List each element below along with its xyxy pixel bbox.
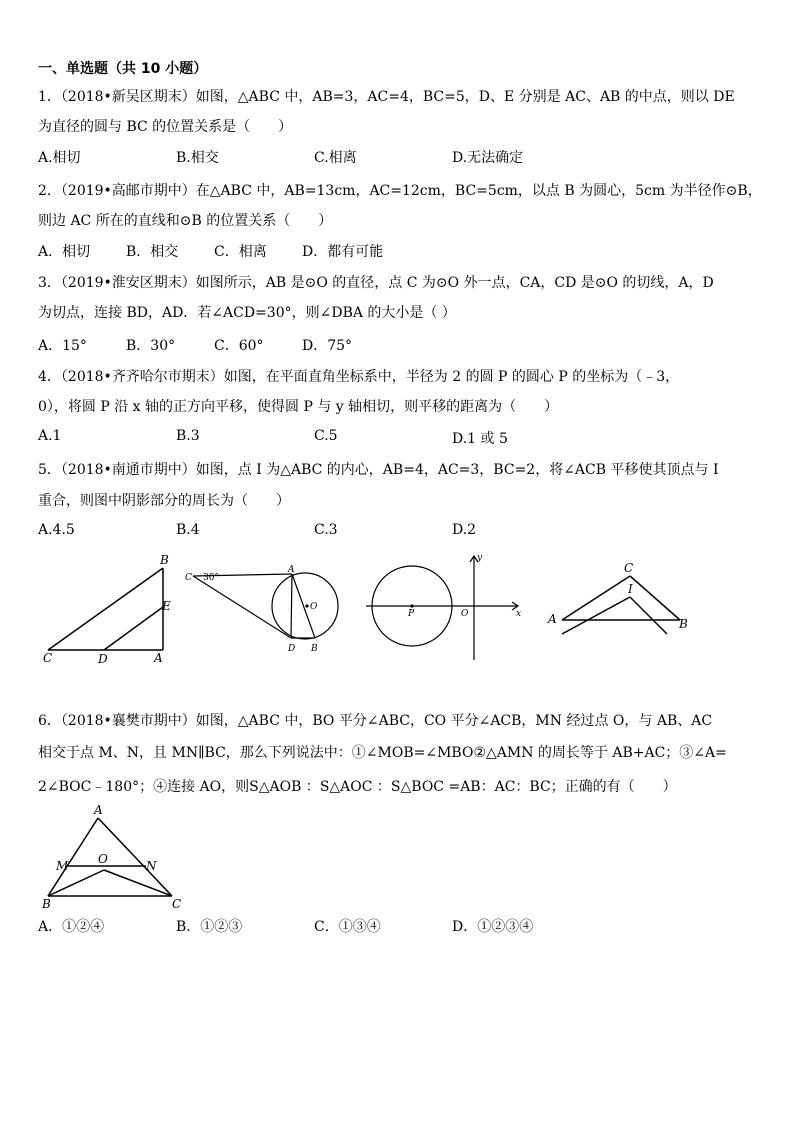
figures-row [0, 550, 794, 680]
fig3-label-p: P [408, 609, 415, 619]
fig1-label-d: D [98, 652, 108, 666]
figure-q1-triangle [48, 568, 163, 650]
fig4-label-a: A [548, 612, 557, 626]
fig2-center-point [305, 604, 308, 607]
figure-q5-triangle-incenter [562, 576, 680, 634]
q2-option-a: A．相切 [38, 244, 91, 260]
q2-option-b: B．相交 [126, 244, 179, 260]
fig3-label-o: O [461, 609, 469, 619]
q5-option-b: B.4 [176, 522, 200, 538]
q3-option-a: A．15° [38, 338, 87, 354]
fig2-label-c: C [185, 573, 192, 583]
q6-option-a: A．①②④ [38, 919, 105, 935]
q5-option-c: C.3 [314, 522, 338, 538]
question-2-line-1: 2．（2019•高邮市期中）在△ABC 中，AB=13cm，AC=12cm，BC=5cm，以点 B 为圆心，5cm 为半径作⊙B， [38, 183, 762, 199]
q4-option-d: D.1 或 5 [452, 431, 508, 447]
fig2-label-b: B [311, 644, 318, 654]
fig1-label-b: B [160, 553, 169, 567]
fig3-label-y: y [477, 553, 483, 563]
question-1-line-1: 1．（2018•新吴区期末）如图，△ABC 中，AB=3，AC=4，BC=5，D、E 分别是 AC、AB 的中点，则以 DE [38, 89, 735, 105]
fig2-label-a: A [288, 565, 295, 575]
question-4-line-1: 4．（2018•齐齐哈尔市期末）如图，在平面直角坐标系中，半径为 2 的圆 P 的圆心 P 的坐标为（﹣3， [38, 369, 680, 385]
q6-option-d: D．①②③④ [452, 919, 534, 935]
q1-option-c: C.相离 [314, 150, 357, 166]
question-3-line-1: 3．（2019•淮安区期末）如图所示，AB 是⊙O 的直径，点 C 为⊙O 外一点，CA，CD 是⊙O 的切线，A，D [38, 275, 714, 291]
question-6-line-1: 6．（2018•襄樊市期中）如图，△ABC 中，BO 平分∠ABC，CO 平分∠ACB，MN 经过点 O，与 AB、AC [38, 713, 713, 729]
question-6-line-2: 相交于点 M、N，且 MN∥BC，那么下列说法中：①∠MOB=∠MBO②△AMN 的周长等于 AB+AC；③∠A= [38, 745, 727, 761]
figure-q6-triangle-bisectors [40, 800, 190, 910]
q5-option-d: D.2 [452, 522, 477, 538]
question-1-line-2: 为直径的圆与 BC 的位置关系是（ ） [38, 119, 293, 135]
question-3-line-2: 为切点，连接 BD，AD．若∠ACD=30°，则∠DBA 的大小是（ ） [38, 305, 456, 321]
fig5-label-o: O [98, 852, 108, 866]
question-5-line-1: 5．（2018•南通市期中）如图，点 I 为△ABC 的内心，AB=4，AC=3，BC=2，将∠ACB 平移使其顶点与 I [38, 462, 719, 478]
fig1-label-a: A [154, 651, 163, 665]
question-4-line-2: 0），将圆 P 沿 x 轴的正方向平移，使得圆 P 与 y 轴相切，则平移的距离为（ ） [38, 399, 559, 415]
q6-option-c: C．①③④ [314, 919, 381, 935]
fig4-label-b: B [679, 617, 688, 631]
q1-option-d: D.无法确定 [452, 150, 524, 166]
question-5-line-2: 重合，则图中阴影部分的周长为（ ） [38, 493, 290, 509]
q2-option-c: C．相离 [214, 244, 267, 260]
figure-q4-coordinate-circle [366, 556, 518, 660]
q2-option-d: D．都有可能 [302, 244, 384, 260]
fig5-label-m: M [56, 859, 69, 873]
q4-option-b: B.3 [176, 428, 200, 444]
fig3-center-point [410, 604, 413, 607]
fig1-label-e: E [162, 599, 171, 613]
fig3-label-x: x [516, 609, 522, 619]
question-6-line-3: 2∠BOC﹣180°；④连接 AO，则S△AOB ：S△AOC ：S△BOC =AB：AC：BC；正确的有（ ） [38, 779, 677, 795]
section-title: 一、单选题（共 10 小题） [38, 61, 208, 77]
q4-option-c: C.5 [314, 428, 338, 444]
q3-option-c: C．60° [214, 338, 264, 354]
fig2-label-d: D [288, 644, 296, 654]
fig4-label-i: I [628, 582, 633, 596]
q6-option-b: B．①②③ [176, 919, 243, 935]
fig1-label-c: C [43, 651, 53, 665]
q1-option-a: A.相切 [38, 150, 81, 166]
q3-option-b: B．30° [126, 338, 176, 354]
q4-option-a: A.1 [38, 428, 62, 444]
fig5-label-a: A [94, 803, 103, 817]
q1-option-b: B.相交 [176, 150, 219, 166]
fig5-label-b: B [42, 897, 51, 910]
fig5-label-c: C [172, 897, 182, 910]
fig5-label-n: N [146, 859, 157, 873]
q3-option-d: D．75° [302, 338, 353, 354]
question-2-line-2: 则边 AC 所在的直线和⊙B 的位置关系（ ） [38, 213, 333, 229]
fig2-label-angle: 30° [203, 573, 219, 583]
fig4-label-c: C [624, 561, 634, 575]
q5-option-a: A.4.5 [38, 522, 75, 538]
fig2-label-o: O [310, 602, 318, 612]
